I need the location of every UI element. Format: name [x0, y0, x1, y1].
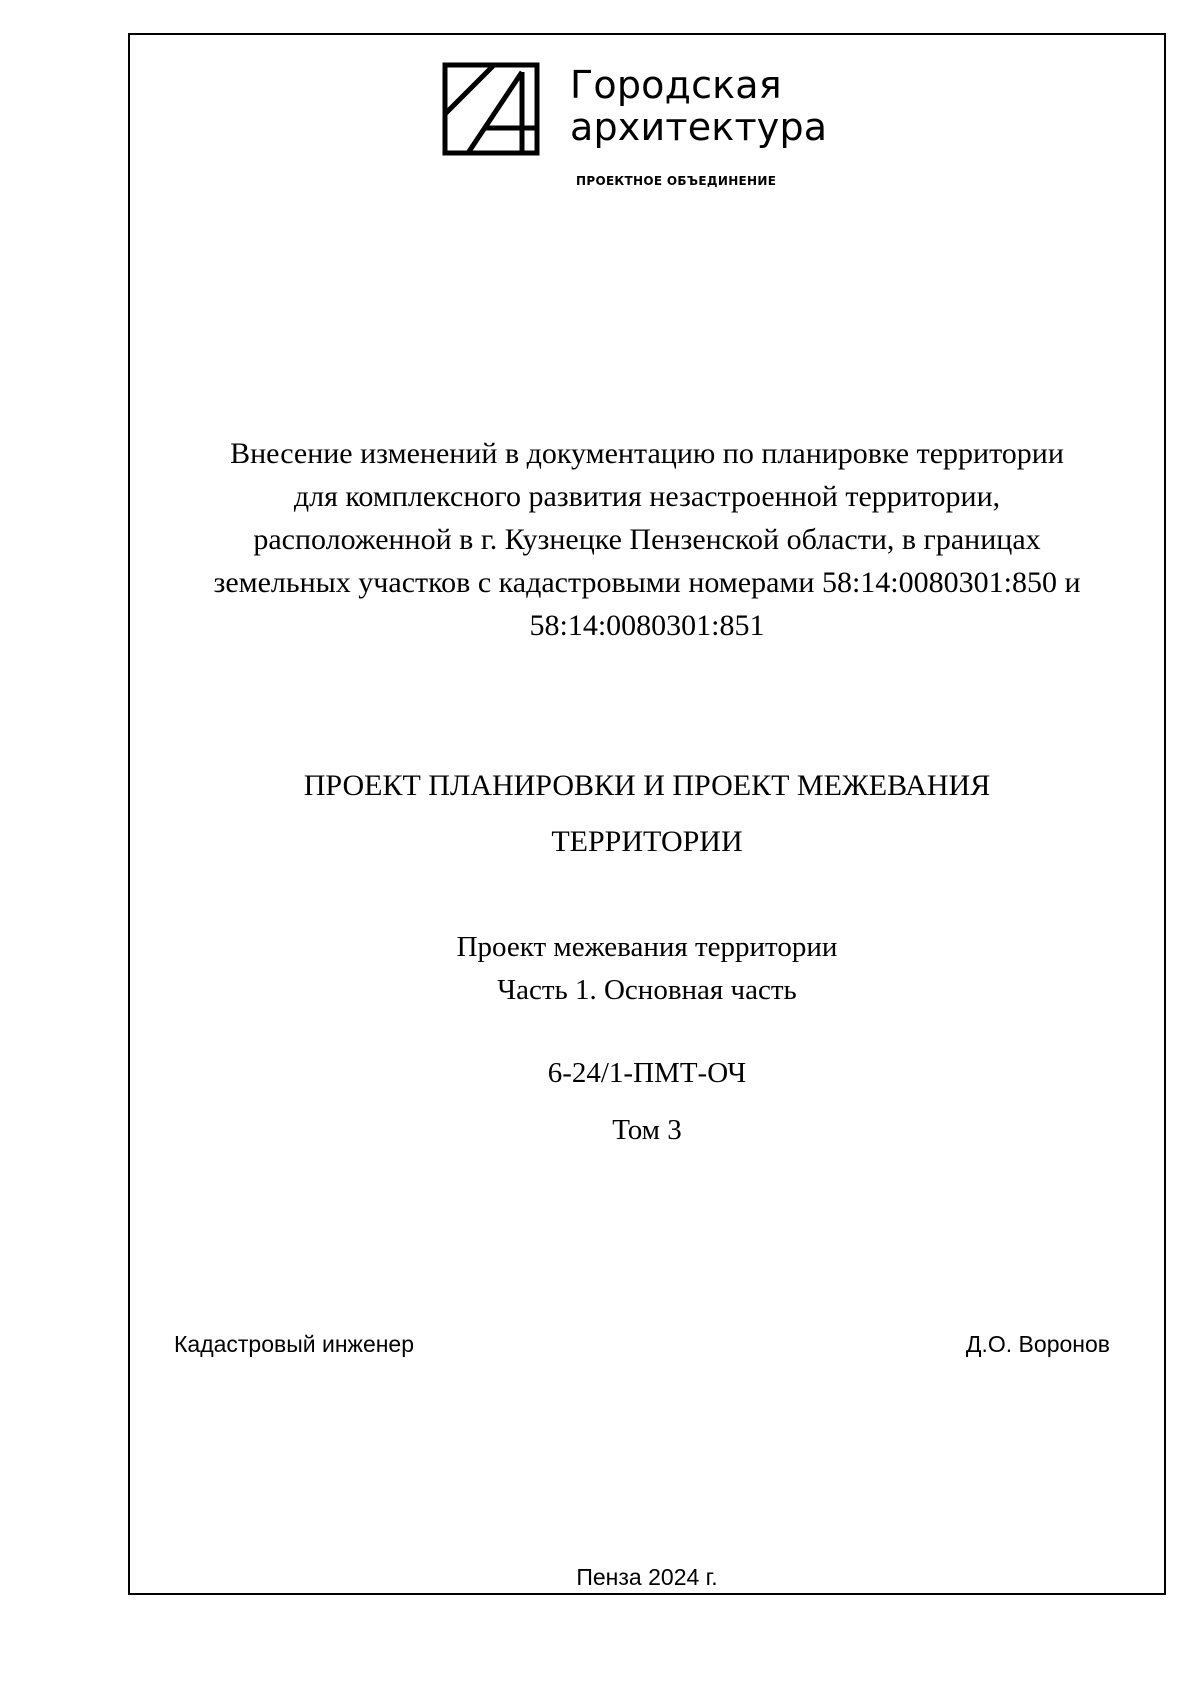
logo-name-line-1: Городская [570, 63, 782, 107]
part-line: Проект межевания территории [456, 931, 838, 963]
logo-name [570, 64, 827, 148]
title-line: Внесение изменений в документацию по планировке территории [230, 437, 1064, 470]
part-line: Часть 1. Основная часть [497, 974, 797, 1006]
project-title-line: ТЕРРИТОРИИ [551, 825, 743, 858]
logo-subtitle: ПРОЕКТНОЕ ОБЪЕДИНЕНИЕ [576, 174, 777, 188]
project-title-line: ПРОЕКТ ПЛАНИРОВКИ И ПРОЕКТ МЕЖЕВАНИЯ [303, 769, 991, 802]
part-heading [130, 926, 1164, 1012]
project-title [130, 758, 1164, 870]
footer-place-year: Пенза 2024 г. [576, 1564, 718, 1590]
document-title [130, 432, 1164, 647]
title-line: для комплексного развития незастроенной территории, [293, 480, 1001, 513]
company-logo [442, 62, 862, 192]
title-line: 58:14:0080301:851 [529, 609, 765, 642]
logo-mark-icon [442, 62, 540, 156]
title-line: расположенной в г. Кузнецке Пензенской области, в границах [253, 523, 1041, 556]
logo-name-line-2: архитектура [570, 105, 828, 149]
signature-role: Кадастровый инженер [174, 1331, 415, 1357]
volume-number: Том 3 [612, 1114, 682, 1146]
signature-name: Д.О. Воронов [965, 1331, 1110, 1357]
document-code: 6-24/1-ПМТ-ОЧ [547, 1057, 747, 1089]
title-line: земельных участков с кадастровыми номерами 58:14:0080301:850 и [213, 566, 1081, 599]
